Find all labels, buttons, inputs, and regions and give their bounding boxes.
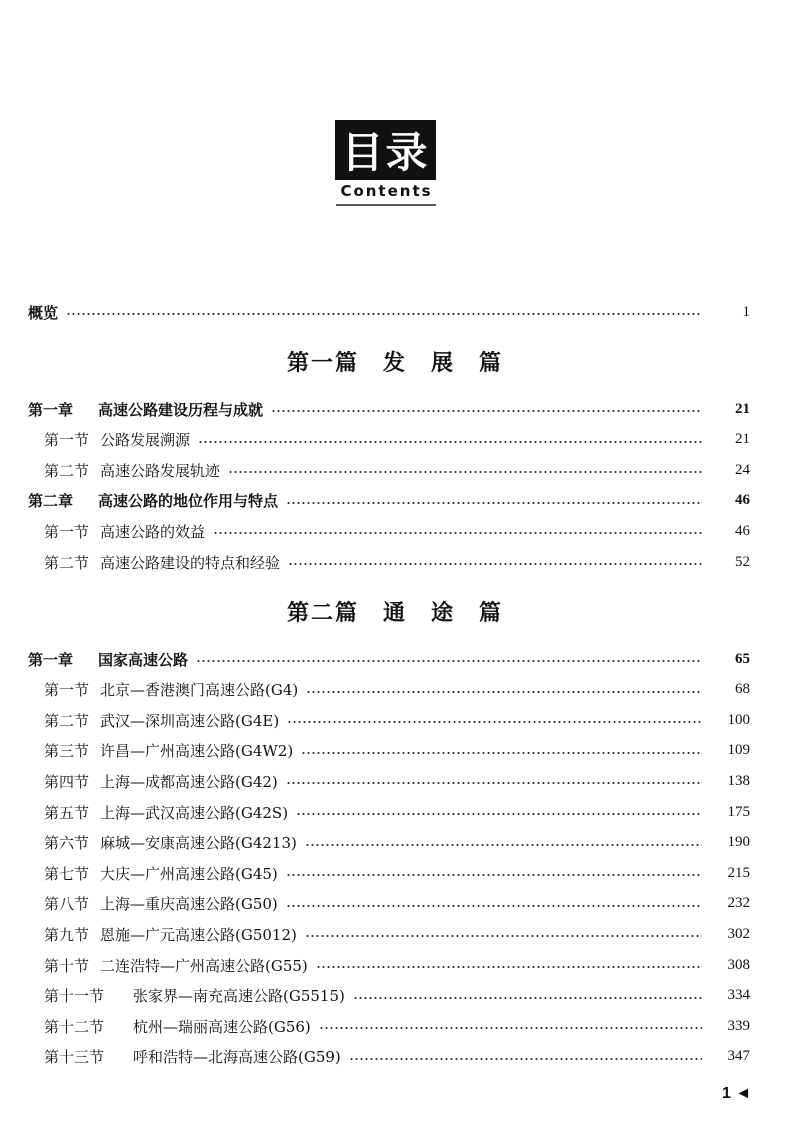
- entry-title: 张家界—南充高速公路(G5515): [133, 987, 345, 1006]
- leader-dots: [286, 904, 702, 908]
- entry-page: 308: [727, 956, 750, 973]
- leader-dots: [66, 312, 702, 316]
- entry-page: 138: [727, 772, 750, 789]
- toc-entry-section[interactable]: [0, 981, 790, 1011]
- entry-label: 第十三节: [44, 1048, 105, 1067]
- entry-page: 339: [727, 1017, 750, 1034]
- entry-label: 第八节: [44, 895, 90, 914]
- entry-label: 第二节: [44, 711, 90, 730]
- toc-entry-section[interactable]: [0, 425, 790, 455]
- entry-title: 杭州—瑞丽高速公路(G56): [133, 1017, 311, 1036]
- entry-label: 第一章: [28, 650, 74, 669]
- entry-page: 109: [727, 742, 750, 759]
- leader-dots: [316, 965, 702, 969]
- entry-page: 175: [727, 803, 750, 820]
- entry-title: 概览: [28, 303, 59, 322]
- entry-page: 190: [727, 834, 750, 851]
- entry-page: 65: [735, 650, 750, 667]
- entry-title: 上海—成都高速公路(G42): [100, 772, 278, 791]
- part-heading-text: 途: [431, 600, 456, 626]
- entry-title: 公路发展溯源: [100, 431, 191, 450]
- leader-dots: [296, 812, 702, 816]
- leader-dots: [349, 1057, 702, 1061]
- part-heading-text: 发: [382, 350, 407, 376]
- leader-dots: [306, 690, 702, 694]
- entry-page: 46: [735, 492, 750, 509]
- part-heading-text: 第一篇: [286, 350, 359, 376]
- leader-dots: [286, 781, 702, 785]
- part-heading-text: 第二篇: [286, 600, 359, 626]
- leader-dots: [301, 751, 702, 755]
- toc-entry-section[interactable]: [0, 516, 790, 546]
- entry-page: 100: [727, 711, 750, 728]
- toc-entry-overview[interactable]: [0, 297, 790, 327]
- entry-page: 21: [735, 400, 750, 417]
- entry-title: 麻城—安康高速公路(G4213): [100, 834, 297, 853]
- leader-dots: [305, 934, 702, 938]
- title-underline: [336, 204, 436, 206]
- toc-entry-section[interactable]: [0, 705, 790, 735]
- entry-label: 第六节: [44, 834, 90, 853]
- toc-entry-section[interactable]: [0, 675, 790, 705]
- entry-label: 第一节: [44, 681, 90, 700]
- entry-title: 上海—重庆高速公路(G50): [100, 895, 278, 914]
- part-heading-text: 通: [382, 600, 407, 626]
- entry-page: 46: [735, 522, 750, 539]
- part-heading-text: 篇: [479, 600, 504, 626]
- entry-label: 第一节: [44, 431, 90, 450]
- entry-page: 21: [735, 431, 750, 448]
- toc-entry-section[interactable]: [0, 1042, 790, 1072]
- toc-entry-section[interactable]: [0, 766, 790, 796]
- part-heading-text: 展: [431, 350, 456, 376]
- leader-dots: [271, 409, 702, 413]
- part-heading-text: 篇: [479, 350, 504, 376]
- entry-label: 第九节: [44, 925, 90, 944]
- toc-title-logo: 目录: [335, 120, 436, 180]
- entry-title: 武汉—深圳高速公路(G4E): [100, 711, 280, 730]
- entry-page: 1: [742, 303, 750, 320]
- entry-page: 334: [727, 987, 750, 1004]
- entry-page: 347: [727, 1048, 750, 1065]
- entry-title: 北京—香港澳门高速公路(G4): [100, 681, 299, 700]
- entry-label: 第二节: [44, 553, 90, 572]
- toc-entry-chapter[interactable]: [0, 486, 790, 516]
- part-heading: [0, 346, 790, 377]
- leader-dots: [287, 720, 702, 724]
- entry-title: 大庆—广州高速公路(G45): [100, 864, 278, 883]
- toc-entry-section[interactable]: [0, 455, 790, 485]
- toc-entry-section[interactable]: [0, 1011, 790, 1041]
- entry-label: 第一章: [28, 400, 74, 419]
- entry-label: 第七节: [44, 864, 90, 883]
- entry-title: 高速公路的地位作用与特点: [98, 492, 279, 511]
- toc-entry-section[interactable]: [0, 950, 790, 980]
- entry-page: 215: [727, 864, 750, 881]
- leader-dots: [288, 562, 702, 566]
- entry-page: 302: [727, 925, 750, 942]
- toc-entry-section[interactable]: [0, 889, 790, 919]
- leader-dots: [319, 1026, 702, 1030]
- entry-page: 232: [727, 895, 750, 912]
- entry-title: 国家高速公路: [98, 650, 189, 669]
- leader-dots: [196, 659, 702, 663]
- entry-label: 第十一节: [44, 987, 105, 1006]
- entry-label: 第二章: [28, 492, 74, 511]
- toc-entry-section[interactable]: [0, 919, 790, 949]
- leader-dots: [286, 873, 702, 877]
- entry-title: 高速公路的效益: [100, 522, 206, 541]
- entry-title: 恩施—广元高速公路(G5012): [100, 925, 297, 944]
- entry-title: 许昌—广州高速公路(G4W2): [100, 742, 294, 761]
- entry-page: 52: [735, 553, 750, 570]
- leader-dots: [213, 531, 702, 535]
- entry-page: 68: [735, 681, 750, 698]
- toc-entry-chapter[interactable]: [0, 394, 790, 424]
- toc-entry-section[interactable]: [0, 547, 790, 577]
- entry-label: 第十二节: [44, 1017, 105, 1036]
- contents-subtitle: Contents: [340, 182, 433, 200]
- entry-title: 呼和浩特—北海高速公路(G59): [133, 1048, 341, 1067]
- entry-label: 第三节: [44, 742, 90, 761]
- leader-dots: [353, 996, 702, 1000]
- entry-title: 二连浩特—广州高速公路(G55): [100, 956, 308, 975]
- part-heading: [0, 596, 790, 627]
- toc-entry-section[interactable]: [0, 858, 790, 888]
- entry-label: 第十节: [44, 956, 90, 975]
- toc-entry-chapter[interactable]: [0, 644, 790, 674]
- entry-title: 高速公路发展轨迹: [100, 461, 221, 480]
- entry-page: 24: [735, 461, 750, 478]
- entry-title: 高速公路建设的特点和经验: [100, 553, 281, 572]
- entry-label: 第四节: [44, 772, 90, 791]
- toc-entry-section[interactable]: [0, 736, 790, 766]
- page-number: 1 ◄: [722, 1085, 752, 1102]
- entry-label: 第五节: [44, 803, 90, 822]
- leader-dots: [228, 470, 702, 474]
- entry-label: 第一节: [44, 522, 90, 541]
- leader-dots: [305, 843, 702, 847]
- toc-entry-section[interactable]: [0, 828, 790, 858]
- toc-entry-section[interactable]: [0, 797, 790, 827]
- entry-title: 高速公路建设历程与成就: [98, 400, 264, 419]
- entry-title: 上海—武汉高速公路(G42S): [100, 803, 289, 822]
- leader-dots: [198, 440, 702, 444]
- leader-dots: [286, 501, 702, 505]
- entry-label: 第二节: [44, 461, 90, 480]
